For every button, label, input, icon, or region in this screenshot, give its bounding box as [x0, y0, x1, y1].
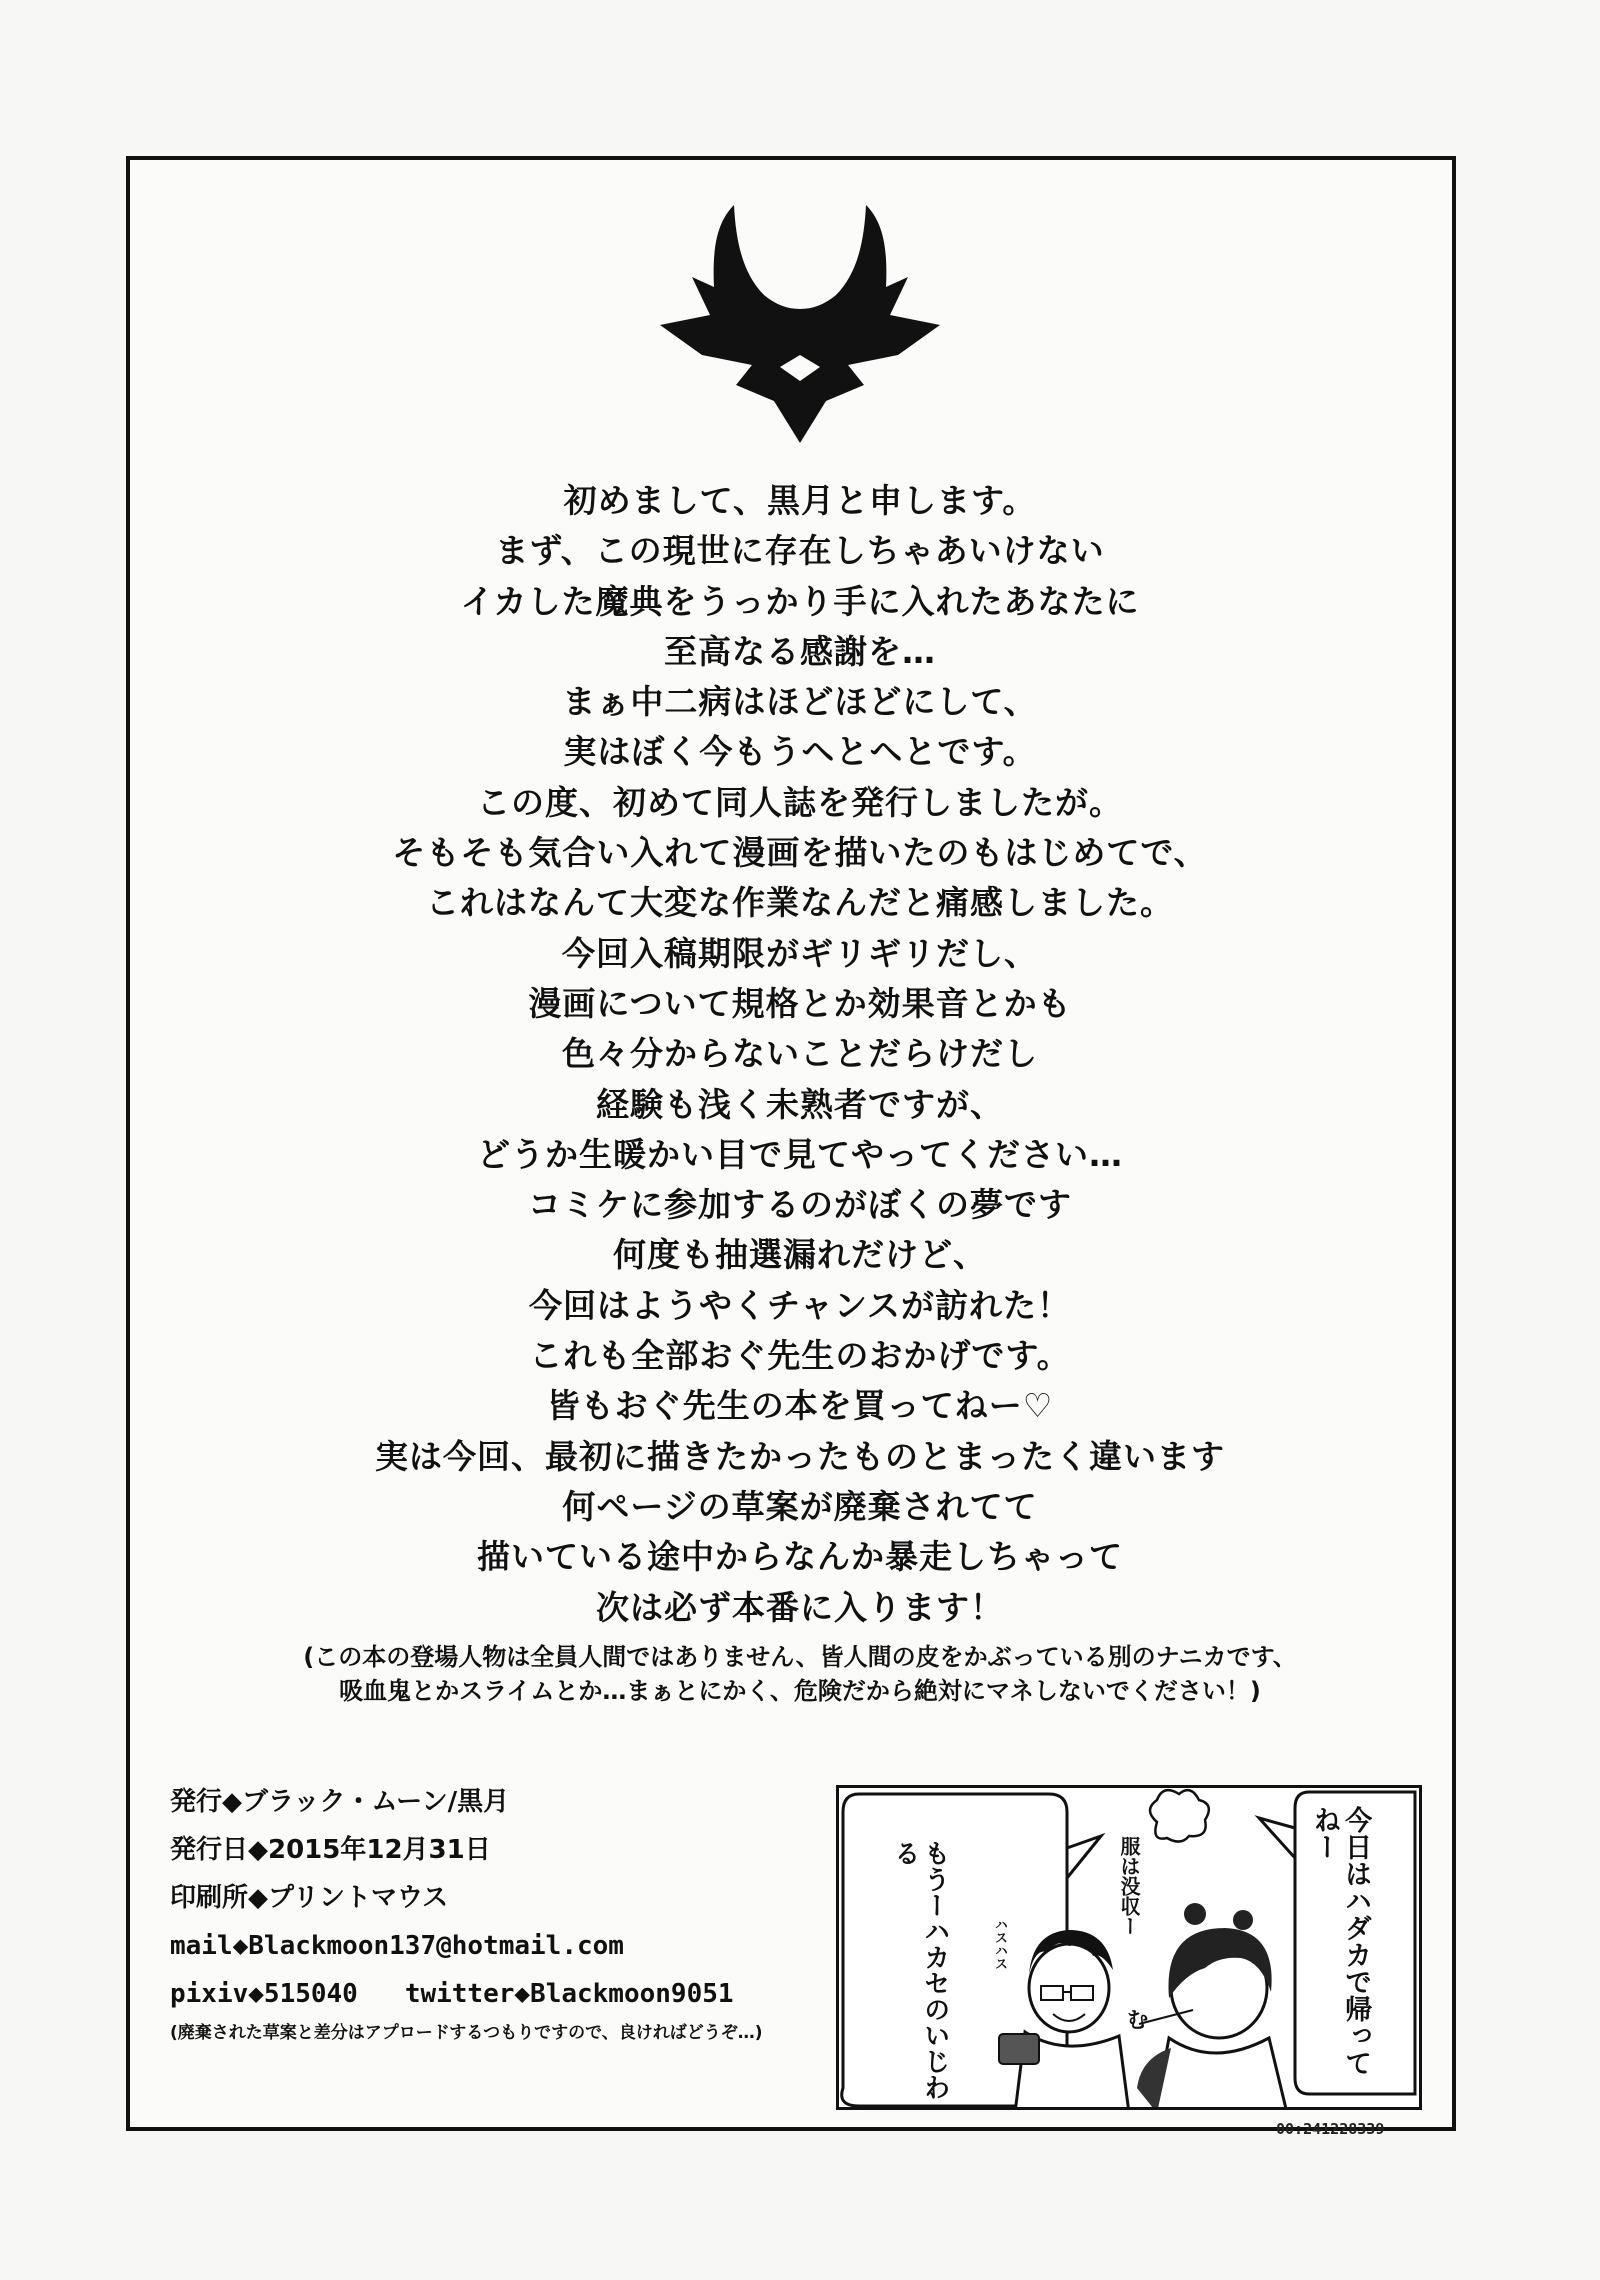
message-line: 漫画について規格とか効果音とかも	[528, 983, 1072, 1023]
afterword-message	[170, 476, 1430, 1633]
message-line: コミケに参加するのがぼくの夢です	[528, 1185, 1072, 1225]
black-moon-emblem-icon	[652, 205, 948, 445]
message-line: これはなんて大変な作業なんだと痛感しました。	[426, 883, 1174, 923]
disclaimer-line: 吸血鬼とかスライムとか…まぁとにかく、危険だから絶対にマネしないでください！)	[339, 1677, 1261, 1705]
mail-line: mail◆Blackmoon137@hotmail.com	[170, 1931, 624, 1961]
message-line: どうか生暖かい目で見てやってください…	[477, 1134, 1123, 1174]
pixiv-id: pixiv◆515040	[170, 1979, 358, 2009]
message-line: 何度も抽選漏れだけど、	[613, 1235, 987, 1275]
twitter-handle: twitter◆Blackmoon9051	[404, 1979, 734, 2009]
message-line: これも全部おぐ先生のおかげです。	[529, 1336, 1071, 1376]
publish-date-line: 発行日◆2015年12月31日	[170, 1835, 491, 1865]
message-line: 描いている途中からなんか暴走しちゃって	[477, 1537, 1123, 1577]
sfx-mu: む	[1123, 2008, 1149, 2030]
message-line: 至高なる感謝を…	[664, 631, 936, 671]
message-line: この度、初めて同人誌を発行しましたが。	[477, 782, 1123, 822]
message-line: 皆もおぐ先生の本を買ってねー♡	[546, 1386, 1054, 1426]
publisher-line: 発行◆ブラック・ムーン/黒月	[170, 1787, 510, 1817]
message-line: 今回はようやくチャンスが訪れた！	[528, 1285, 1072, 1325]
message-line: 実は今回、最初に描きたかったものとまったく違います	[375, 1436, 1225, 1476]
message-line: 初めまして、黒月と申します。	[563, 481, 1037, 520]
colophon	[170, 1778, 830, 2048]
caption-clothes-confiscated: 服は没収ー	[1117, 1836, 1141, 1936]
message-line: 経験も浅く未熟者ですが、	[596, 1084, 1004, 1124]
message-line: イカした魔典をうっかり手に入れたあなたに	[460, 581, 1140, 621]
upload-footnote: (廃棄された草案と差分はアプロードするつもりですので、良ければどうぞ…)	[170, 2023, 763, 2043]
message-line: 色々分からないことだらけだし	[562, 1034, 1038, 1074]
message-line: 次は必ず本番に入ります！	[596, 1587, 1004, 1627]
bubble-text-left: もうーハカセのいじわる	[889, 1840, 950, 2100]
disclaimer-notes	[175, 1640, 1425, 1708]
message-line: 今回入稿期限がギリギリだし、	[562, 933, 1038, 973]
disclaimer-line: (この本の登場人物は全員人間ではありません、皆人間の皮をかぶっている別のナニカです、	[303, 1643, 1297, 1671]
printer-line: 印刷所◆プリントマウス	[170, 1883, 449, 1913]
social-line	[170, 1970, 830, 2018]
message-line: そもそも気合い入れて漫画を描いたのもはじめてで、	[392, 833, 1208, 873]
serial-number: 00:241228339	[1276, 2120, 1385, 2138]
message-line: 実はぼく今もうヘとヘとです。	[563, 732, 1037, 772]
sfx-breathing: ハスハス	[991, 1918, 1007, 1970]
message-line: まぁ中二病はほどほどにして、	[562, 682, 1038, 722]
message-line: 何ページの草案が廃棄されてて	[562, 1486, 1038, 1526]
message-line: まず、この現世に存在しちゃあいけない	[495, 531, 1105, 571]
bubble-text-right: 今日はハダカで帰ってねー	[1309, 1806, 1372, 2076]
comic-panel	[836, 1785, 1422, 2110]
